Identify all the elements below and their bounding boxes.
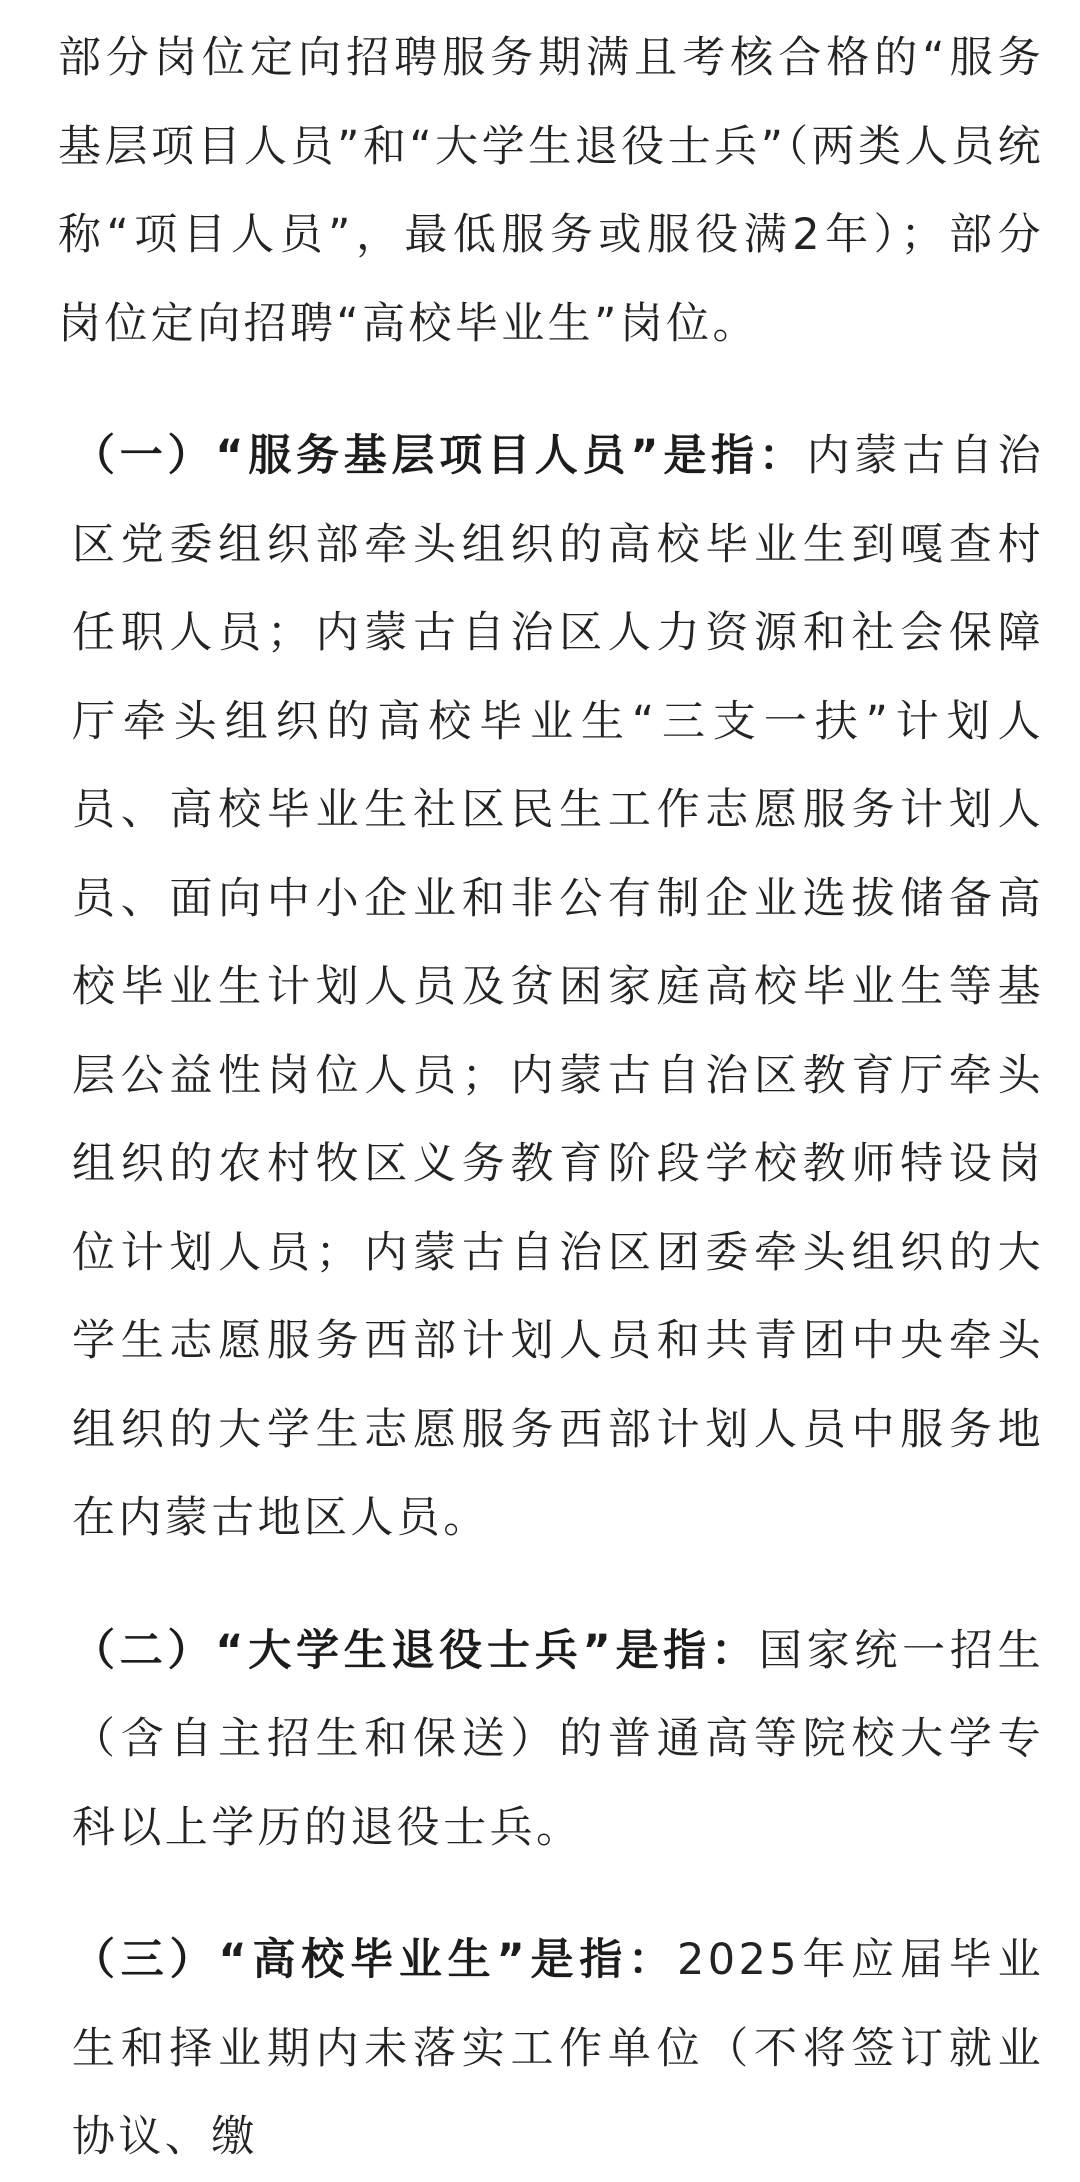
definition-heading: （二）“大学生退役士兵”是指：: [72, 1625, 759, 1676]
definition-heading: （三）“高校毕业生”是指：: [72, 1935, 677, 1985]
paragraph-text: 部分岗位定向招聘服务期满且考核合格的“服务基层项目人员”和“大学生退役士兵”（两类人员统称“项目人员”，最低服务或服役满2年）；部分岗位定向招聘“高校毕业生”岗位。: [58, 33, 1044, 349]
paragraph-text: 国家统一招生（含自主招生和保送）的普通高等院校大学专科以上学历的退役士兵。: [72, 1625, 1044, 1853]
article-body: [58, 14, 1044, 2182]
paragraph-text: 2025年应届毕业生和择业期内未落实工作单位（不将签订就业协议、缴: [72, 1935, 1044, 2162]
definition-paragraph-3: [58, 1916, 1044, 2182]
paragraph-text: 内蒙古自治区党委组织部牵头组织的高校毕业生到嘎查村任职人员；内蒙古自治区人力资源和社会保障厅牵头组织的高校毕业生“三支一扶”计划人员、高校毕业生社区民生工作志愿服务计划人员、面向中小企业和非公有制企业选拔储备高校毕业生计划人员及贫困家庭高校毕业生等基层公益性岗位人员；内蒙古自治区教育厅牵头组织的农村牧区义务教育阶段学校教师特设岗位计划人员；内蒙古自治区团委牵头组织的大学生志愿服务西部计划人员和共青团中央牵头组织的大学生志愿服务西部计划人员中服务地在内蒙古地区人员。: [72, 431, 1045, 1543]
definition-paragraph-1: [58, 412, 1044, 1563]
definition-heading: （一）“服务基层项目人员”是指：: [72, 431, 807, 481]
intro-paragraph: [58, 14, 1044, 368]
definition-paragraph-2: [58, 1607, 1044, 1873]
